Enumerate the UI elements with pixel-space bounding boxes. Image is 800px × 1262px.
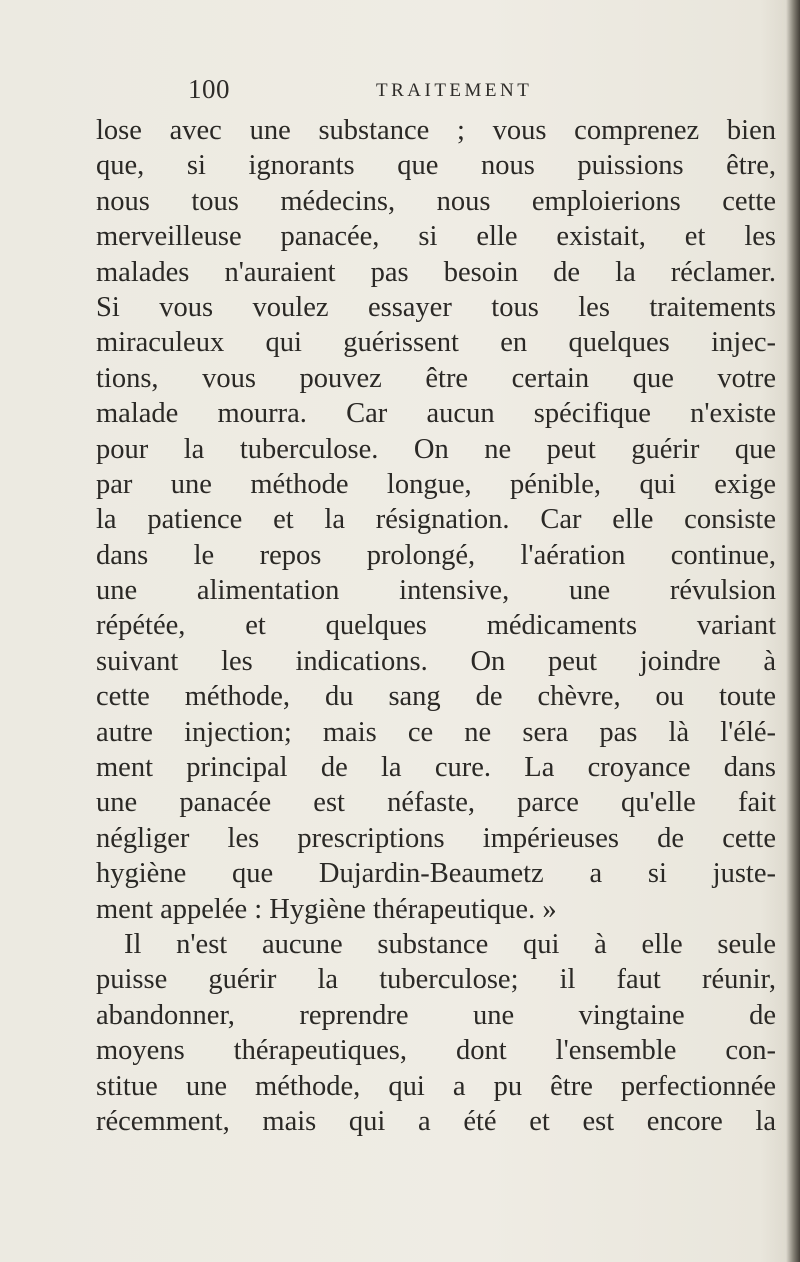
text-line: une alimentation intensive, une révulsion — [96, 575, 776, 607]
text-line: Il n'est aucune substance qui à elle seule — [124, 928, 776, 960]
page-header — [188, 74, 708, 114]
text-line: abandonner, reprendre une vingtaine de — [96, 999, 776, 1031]
text-line: Si vous voulez essayer tous les traitements — [96, 291, 776, 323]
text-line: hygiène que Dujardin-Beaumetz a si juste- — [96, 858, 776, 890]
text-line: suivant les indications. On peut joindre à — [96, 645, 776, 677]
text-line: puisse guérir la tuberculose; il faut réunir, — [96, 964, 776, 996]
text-line: par une méthode longue, pénible, qui exige — [96, 468, 776, 500]
text-line: cette méthode, du sang de chèvre, ou toute — [96, 681, 776, 713]
text-line: stitue une méthode, qui a pu être perfectionnée — [96, 1070, 776, 1102]
text-line: négliger les prescriptions impérieuses de cette — [96, 822, 776, 854]
text-line: dans le repos prolongé, l'aération continue, — [96, 539, 776, 571]
body-text — [96, 113, 776, 1139]
text-line: que, si ignorants que nous puissions être, — [96, 150, 776, 182]
text-line: tions, vous pouvez être certain que votre — [96, 362, 776, 394]
text-line: merveilleuse panacée, si elle existait, et les — [96, 221, 776, 253]
running-title: TRAITEMENT — [376, 80, 533, 101]
text-line: répétée, et quelques médicaments variant — [96, 610, 776, 642]
page-edge-shadow — [786, 0, 800, 1262]
text-line: malades n'auraient pas besoin de la réclamer. — [96, 256, 776, 288]
text-line: ment principal de la cure. La croyance dans — [96, 752, 776, 784]
text-line: récemment, mais qui a été et est encore la — [96, 1105, 776, 1137]
text-line: la patience et la résignation. Car elle consiste — [96, 504, 776, 536]
text-line: autre injection; mais ce ne sera pas là l'élé- — [96, 716, 776, 748]
text-line: moyens thérapeutiques, dont l'ensemble con- — [96, 1035, 776, 1067]
text-line: nous tous médecins, nous emploierions cette — [96, 185, 776, 217]
text-line: ment appelée : Hygiène thérapeutique. » — [96, 893, 557, 925]
text-line: malade mourra. Car aucun spécifique n'existe — [96, 398, 776, 430]
text-line: lose avec une substance ; vous comprenez bien — [96, 115, 776, 146]
page-number: 100 — [188, 74, 230, 104]
text-line: pour la tuberculose. On ne peut guérir que — [96, 433, 776, 465]
text-line: miraculeux qui guérissent en quelques injec- — [96, 327, 776, 359]
text-line: une panacée est néfaste, parce qu'elle fait — [96, 787, 776, 819]
